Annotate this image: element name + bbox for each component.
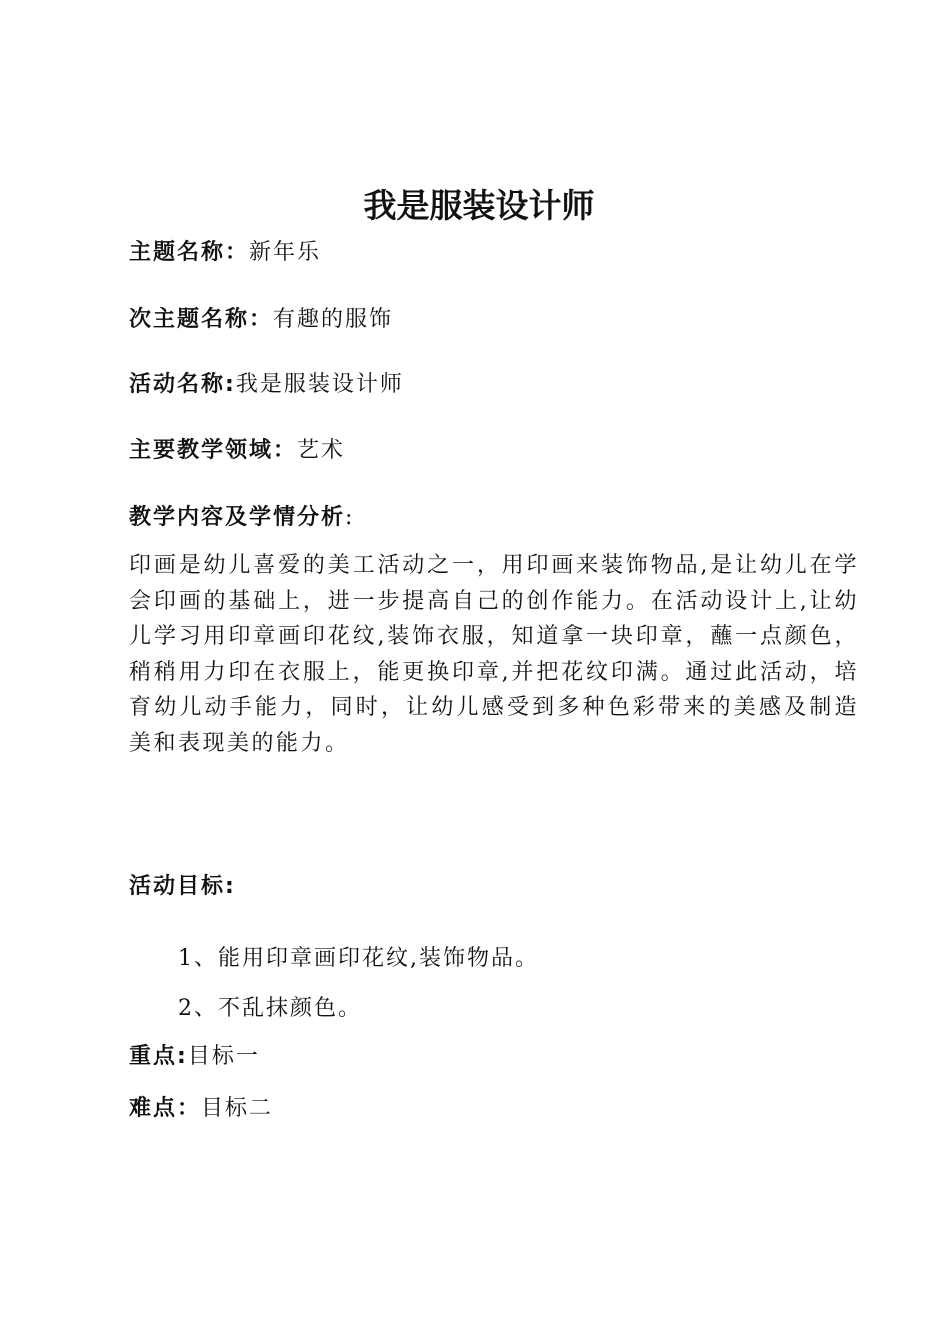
activity-name-label: 活动名称:	[129, 372, 236, 397]
teaching-domain-value: 艺术	[297, 438, 346, 463]
difficulty-value: 目标二	[201, 1096, 274, 1121]
goals-label: 活动目标:	[129, 874, 236, 899]
subtheme-name-field	[129, 305, 393, 335]
theme-name-value: 新年乐	[249, 240, 322, 265]
key-point-label: 重点:	[129, 1044, 188, 1069]
goal-item-1: 1、能用印章画印花纹,装饰物品。	[178, 946, 539, 971]
document-title: 我是服装设计师	[363, 186, 595, 225]
theme-name-field	[129, 238, 321, 268]
goal-item-2: 2、不乱抹颜色。	[178, 996, 362, 1021]
activity-name-value: 我是服装设计师	[235, 372, 404, 397]
teaching-domain-label: 主要教学领域：	[129, 438, 298, 463]
key-point-field	[129, 1042, 260, 1072]
difficulty-label: 难点：	[129, 1096, 202, 1121]
analysis-heading	[129, 503, 354, 533]
subtheme-name-value: 有趣的服饰	[273, 307, 394, 332]
analysis-colon: :	[345, 505, 355, 530]
difficulty-field	[129, 1094, 273, 1124]
activity-name-field	[129, 370, 404, 400]
analysis-label: 教学内容及学情分析	[129, 505, 346, 530]
analysis-paragraph: 印画是幼儿喜爱的美工活动之一，用印画来装饰物品,是让幼儿在学会印画的基础上，进一步提高自己的创作能力。在活动设计上,让幼儿学习用印章画印花纹,装饰衣服，知道拿一块印章，蘸一点颜色，稍稍用力印在衣服上，能更换印章,并把花纹印满。通过此活动，培育幼儿动手能力，同时，让幼儿感受到多种色彩带来的美感及制造美和表现美的能力。	[129, 553, 859, 756]
teaching-domain-field	[129, 436, 345, 466]
subtheme-name-label: 次主题名称：	[129, 307, 274, 332]
key-point-value: 目标一	[187, 1044, 260, 1069]
theme-name-label: 主题名称：	[129, 240, 250, 265]
goals-heading	[129, 872, 236, 902]
